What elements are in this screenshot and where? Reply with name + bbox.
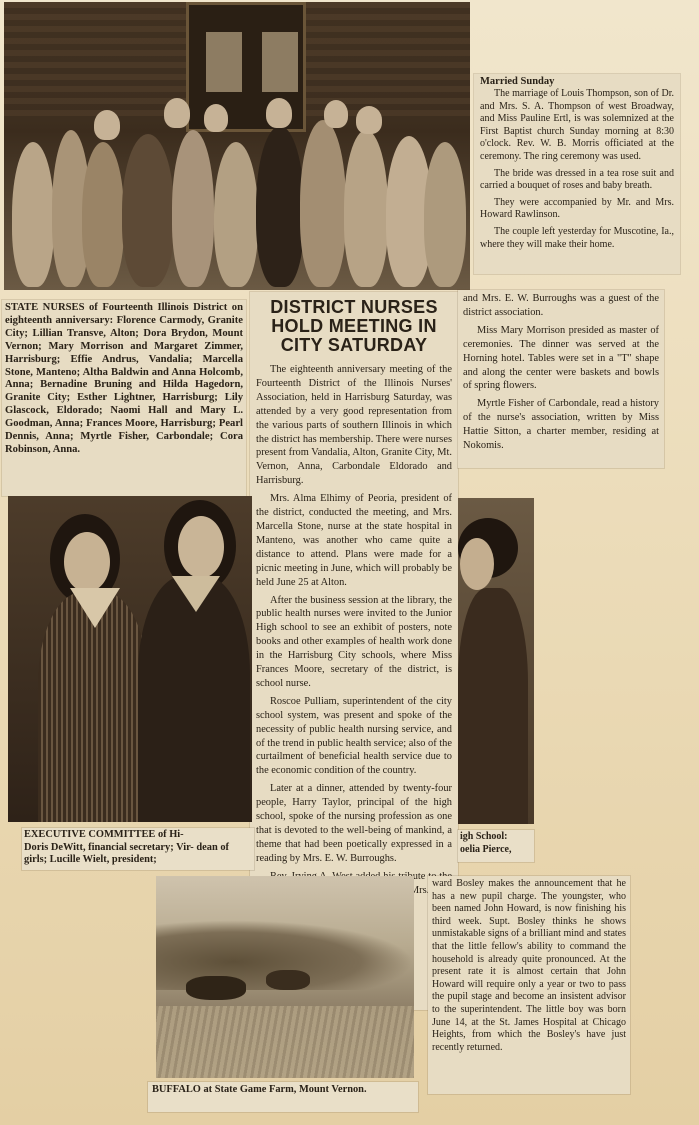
buffalo-caption-body: at State Game Farm, Mount Vernon. [203,1084,367,1095]
exec-caption-lead: EXECUTIVE COMMITTEE of Hi- [24,829,184,840]
married-paragraph-1: The marriage of Louis Thompson, son of Dr. and Mrs. S. A. Thompson of west Broadway, and Miss Pauline Ertl, is was solemnized at the First Baptist church Sunday morning at 8:30 o'clock. Rev. W. B. Morris officiated at the ceremony. The ring ceremony was used. [480,88,674,162]
buffalo-caption [152,1084,414,1097]
married-paragraph-4: The couple left yesterday for Muscotine, Ia., where they will make their home. [480,225,674,250]
executive-committee-photo-right [458,498,534,824]
married-paragraph-2: The bride was dressed in a tea rose suit and carried a bouquet of roses and baby breath. [480,167,674,192]
married-heading: Married Sunday [480,76,555,87]
buffalo-photo [156,876,414,1078]
bosley-text: ward Bosley makes the announcement that he has a new pupil charge. The youngster, who been named John Howard, is now finishing his third week. Supt. Bosley thinks he shows unmistakable signs of a brilliant mind and states that the little fellow's ability to command the household is already quite pronounced. At the present rate it is almost certain that John Howard will require only a year or two to pass the pupil stage and become an insistent advisor to the superintendent. The little boy was born June 14, at the St. James Hospital at Chicago Heights, from which the Bosley's have just recently returned. [432,878,626,1053]
exec-caption-right-lead: igh School: [460,831,508,842]
executive-committee-caption-right [458,830,534,862]
article-paragraph-1: The eighteenth anniversary meeting of the Fourteenth District of the Illinois Nurses' Association, held in Harrisburg Saturday, was attended by a very good representation from the various parts of southern Illinois in which the district has membership. There were nurses present from Vandalia, Alton, Granite City, Mt. Vernon, Anna, Carbondale Eldorado and Harrisburg. [256,364,452,487]
group-photo-nurses [4,2,470,290]
continued-paragraph-2: Miss Mary Morrison presided as master of ceremonies. The dinner was served at the Horning hotel. Tables were set in a "T" shape and along the center were baskets and bowls of spring flowers. [463,324,659,392]
article-headline: DISTRICT NURSES HOLD MEETING IN CITY SATURDAY [270,297,438,355]
nurses-caption-clipping [2,300,246,496]
bosley-clipping [428,876,630,1094]
article-paragraph-6: Mrs. [409,884,430,896]
buffalo-caption-clipping [148,1082,418,1112]
exec-caption-right [460,831,532,856]
nurses-caption-body: Florence Carmody, Granite City; Lillian Transve, Alton; Dora Brydon, Mount Vernon; Mary Morrison and Margaret Zimmer, Harrisburg; Effie Andrus, Vandalia; Marcella Stone, Manteno; Altha Baldwin and Anna Holcomb, Anna; Bernadine Bruning and Hilda Hagedorn, Granite City; Esther Lightner, Harrisburg; Lily Glascock, Eldorado; Naomi Hall and Mary L. Goodman, Anna; Frances Moore, Harrisburg; Pearl Dennis, Anna; Myrtle Fisher, Carbondale; Cora Robinson, Anna. [5,314,243,455]
article-continued-clipping [458,290,664,468]
buffalo-caption-lead: BUFFALO [152,1084,201,1095]
article-paragraph-2: Mrs. Alma Elhimy of Peoria, president of the district, conducted the meeting, and Mrs. Marcella Stone, nurse at the state hospital in Manteno, was another who came quite a distance to attend. Plans were made for a picnic meeting in June, which will probably be held June 25 at Alton. [256,493,452,588]
executive-committee-photo-left [8,496,252,822]
exec-caption-text [24,829,252,867]
married-paragraph-3: They were accompanied by Mr. and Mrs. Howard Rawlinson. [480,196,674,221]
article-paragraph-3: After the business session at the library, the public health nurses were invited to the Junior High school to see an exhibit of posters, note books and other examples of health work done in the Harrisburg City schools, where Miss Frances Moore, secretary of the district, is school nurse. [256,594,452,689]
nurses-caption [5,302,243,457]
continued-paragraph-1: and Mrs. E. W. Burroughs was a guest of the district association. [463,293,659,318]
article-paragraph-5: Later at a dinner, attended by twenty-four people, Harry Taylor, principal of the high school, spoke of the nursing profession as one that is devoted to the well-being of mankind, a theme that had been poetically expressed in a reading by Mrs. E. W. Burroughs. [256,783,452,864]
nurses-caption-lead: STATE NURSES of Fourteenth Illinois District on eighteenth anniversary: [5,302,243,326]
exec-caption-body: Doris DeWitt, financial secretary; Vir- dean of girls; Lucille Wielt, president; [24,841,229,866]
continued-paragraph-3: Myrtle Fisher of Carbondale, read a history of the nurse's association, written by Miss Hattie Sitton, a charter member, residing at Nokomis. [463,398,659,452]
married-sunday-clipping [474,74,680,274]
executive-committee-caption [22,828,254,870]
article-paragraph-4: Roscoe Pulliam, superintendent of the city school system, was present and spoke of the necessity of public health nursing service, and of the trend in public health service; also of the curtailment of beneficial health service due to the economic condition of the country. [256,695,452,777]
exec-caption-right-body: oelia Pierce, [460,843,512,855]
